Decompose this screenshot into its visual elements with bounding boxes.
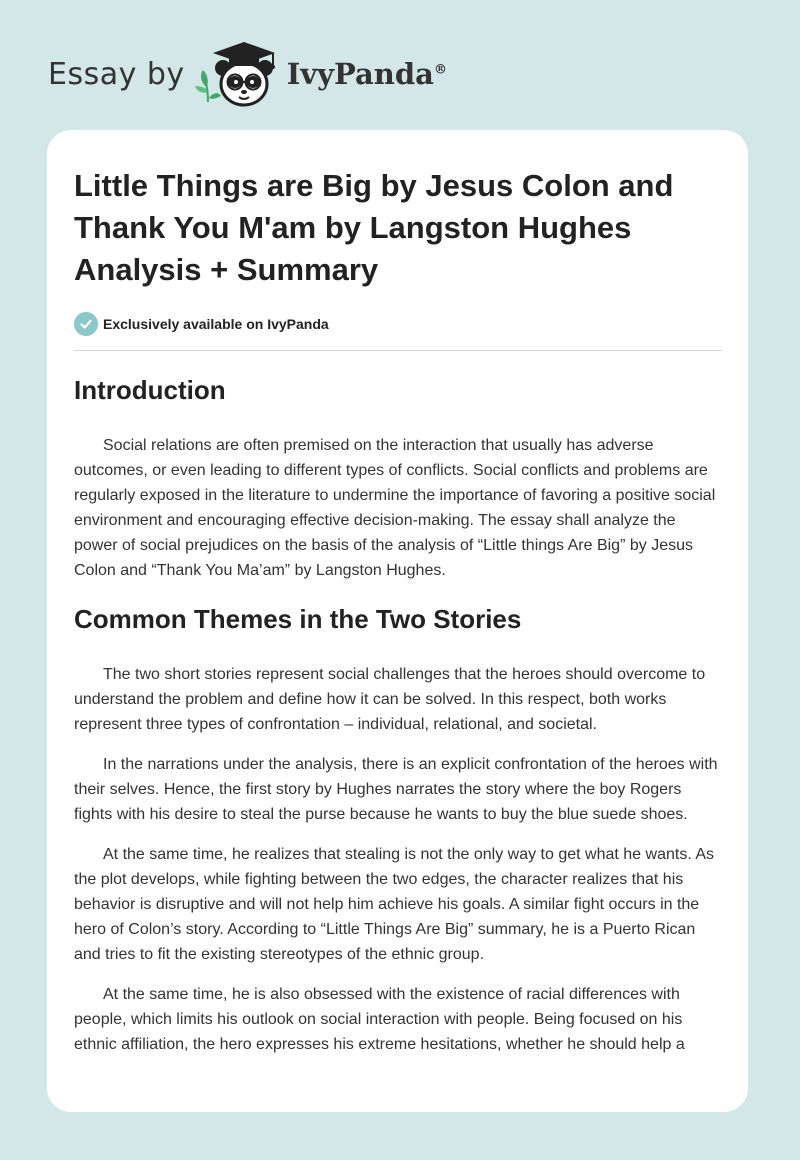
paragraph: Social relations are often premised on the interaction that usually has adverse outcomes, or even leading to different types of conflicts. Social conflicts and problems are regularly exposed in the literature to undermine the importance of favoring a positive social environment and encouraging effective decision-making. The essay shall analyze the power of social prejudices on the basis of the analysis of “Little things Are Big” by Jesus Colon and “Thank You Ma’am” by Langston Hughes.	[74, 437, 716, 579]
section-heading-introduction: Introduction	[74, 375, 226, 405]
brand-name: IvyPanda®	[286, 57, 447, 91]
article-title: Little Things are Big by Jesus Colon and Thank You M'am by Langston Hughes Analysis + Summary	[74, 168, 674, 287]
divider	[74, 350, 722, 351]
paragraph: At the same time, he realizes that stealing is not the only way to get what he wants. As the plot develops, while fighting between the two edges, the character realizes that his behavior is disruptive and will not help him achieve his goals. A similar fight occurs in the hero of Colon’s story. According to “Little Things Are Big” summary, he is a Puerto Rican and tries to fit the existing stereotypes of the ethnic group.	[74, 846, 714, 963]
article-card	[47, 130, 748, 1112]
site-header	[48, 36, 447, 112]
exclusive-badge	[74, 312, 722, 336]
check-icon	[74, 312, 98, 336]
section-heading-common-themes: Common Themes in the Two Stories	[74, 604, 522, 634]
essay-by-label: Essay by	[48, 56, 185, 92]
paragraph: At the same time, he is also obsessed with the existence of racial differences with people, which limits his outlook on social interaction with people. Being focused on his ethnic affiliation, the hero expresses his extreme hesitations, whether he should help a	[74, 986, 685, 1053]
leaf-icon	[195, 70, 221, 102]
paragraph: In the narrations under the analysis, there is an explicit confrontation of the heroes with their selves. Hence, the first story by Hughes narrates the story where the boy Rogers fights with his desire to steal the purse because he wants to buy the blue suede shoes.	[74, 756, 718, 823]
panda-logo-icon	[193, 36, 283, 112]
paragraph: The two short stories represent social challenges that the heroes should overcome to understand the problem and define how it can be solved. In this respect, both works represent three types of confrontation – individual, relational, and societal.	[74, 666, 706, 733]
badge-label: Exclusively available on IvyPanda	[103, 316, 329, 332]
